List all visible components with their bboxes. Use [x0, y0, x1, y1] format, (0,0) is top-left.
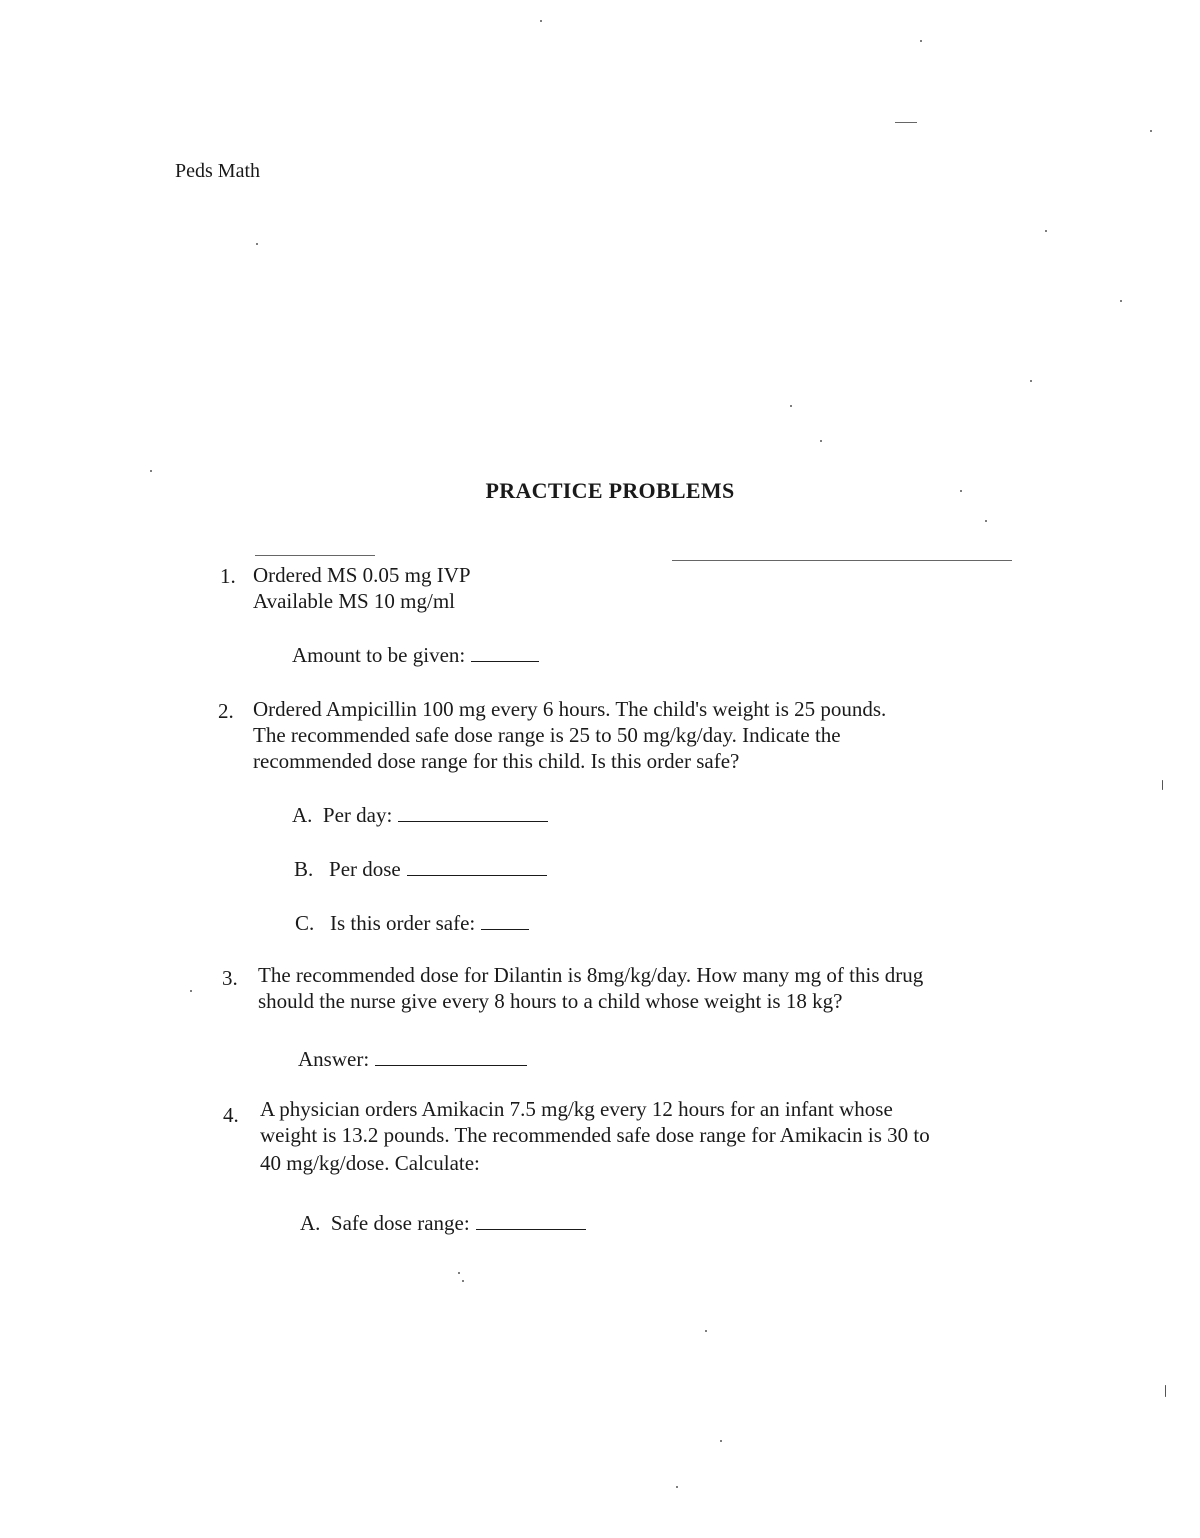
scan-speck: [820, 440, 822, 442]
page-title: PRACTICE PROBLEMS: [485, 478, 735, 503]
scan-speck: [462, 1280, 464, 1282]
problem-number: 4.: [223, 1103, 239, 1127]
scan-speck: [985, 520, 987, 522]
scan-speck: [676, 1486, 678, 1488]
answer-row: [294, 856, 547, 883]
scan-speck: [1030, 380, 1032, 382]
problem-number: 3.: [222, 966, 238, 990]
answer-row: [298, 1046, 527, 1073]
answer-label: Per dose: [329, 857, 401, 881]
answer-letter: A.: [292, 803, 313, 827]
problem-text-line: Ordered MS 0.05 mg IVP: [253, 563, 471, 587]
problem-text-line: Available MS 10 mg/ml: [253, 589, 456, 613]
answer-blank[interactable]: [375, 1047, 527, 1066]
answer-row: [292, 642, 539, 669]
scan-speck: [960, 490, 962, 492]
scan-speck: [720, 1440, 722, 1442]
problem-number: 1.: [220, 564, 236, 588]
problem-text-line: Ordered Ampicillin 100 mg every 6 hours. The child's weight is 25 pounds.: [253, 697, 887, 721]
answer-row: [300, 1210, 586, 1237]
answer-blank[interactable]: [471, 643, 539, 662]
scan-speck: [1045, 230, 1047, 232]
answer-row: [292, 802, 548, 829]
answer-label: Per day:: [322, 803, 393, 827]
scan-speck: [256, 243, 258, 245]
problem-text-line: 40 mg/kg/dose. Calculate:: [260, 1151, 480, 1175]
problem-number: 2.: [218, 699, 234, 723]
answer-label: Amount to be given:: [292, 643, 466, 667]
scan-dash: [255, 555, 375, 556]
answer-letter: A.: [300, 1211, 321, 1235]
problem-text-line: The recommended dose for Dilantin is 8mg/kg/day. How many mg of this drug: [258, 963, 924, 987]
problem-text-line: should the nurse give every 8 hours to a child whose weight is 18 kg?: [258, 989, 843, 1013]
answer-label: Is this order safe:: [330, 911, 476, 935]
scan-dash: [672, 560, 1012, 561]
scan-speck: [1162, 780, 1163, 790]
scan-speck: [190, 990, 192, 992]
scan-dash: [895, 122, 917, 123]
page-header: Peds Math: [175, 160, 260, 182]
answer-letter: B.: [294, 857, 314, 881]
answer-letter: C.: [295, 911, 315, 935]
scan-speck: [790, 405, 792, 407]
scan-speck: [1150, 130, 1152, 132]
scan-speck: [1165, 1385, 1166, 1397]
scan-speck: [705, 1330, 707, 1332]
scan-speck: [540, 20, 542, 22]
answer-blank[interactable]: [481, 911, 529, 930]
problem-text-line: The recommended safe dose range is 25 to 50 mg/kg/day. Indicate the: [253, 723, 841, 747]
answer-label: Safe dose range:: [330, 1211, 470, 1235]
answer-blank[interactable]: [398, 803, 548, 822]
problem-text-line: A physician orders Amikacin 7.5 mg/kg every 12 hours for an infant whose: [260, 1097, 893, 1121]
answer-blank[interactable]: [476, 1211, 586, 1230]
answer-label: Answer:: [298, 1047, 370, 1071]
problem-text-line: weight is 13.2 pounds. The recommended safe dose range for Amikacin is 30 to: [260, 1123, 930, 1147]
answer-blank[interactable]: [407, 857, 547, 876]
problem-text-line: recommended dose range for this child. Is this order safe?: [253, 749, 740, 773]
scan-speck: [1120, 300, 1122, 302]
scan-speck: [458, 1272, 460, 1274]
scan-speck: [920, 40, 922, 42]
scan-speck: [150, 470, 152, 472]
answer-row: [295, 910, 529, 937]
